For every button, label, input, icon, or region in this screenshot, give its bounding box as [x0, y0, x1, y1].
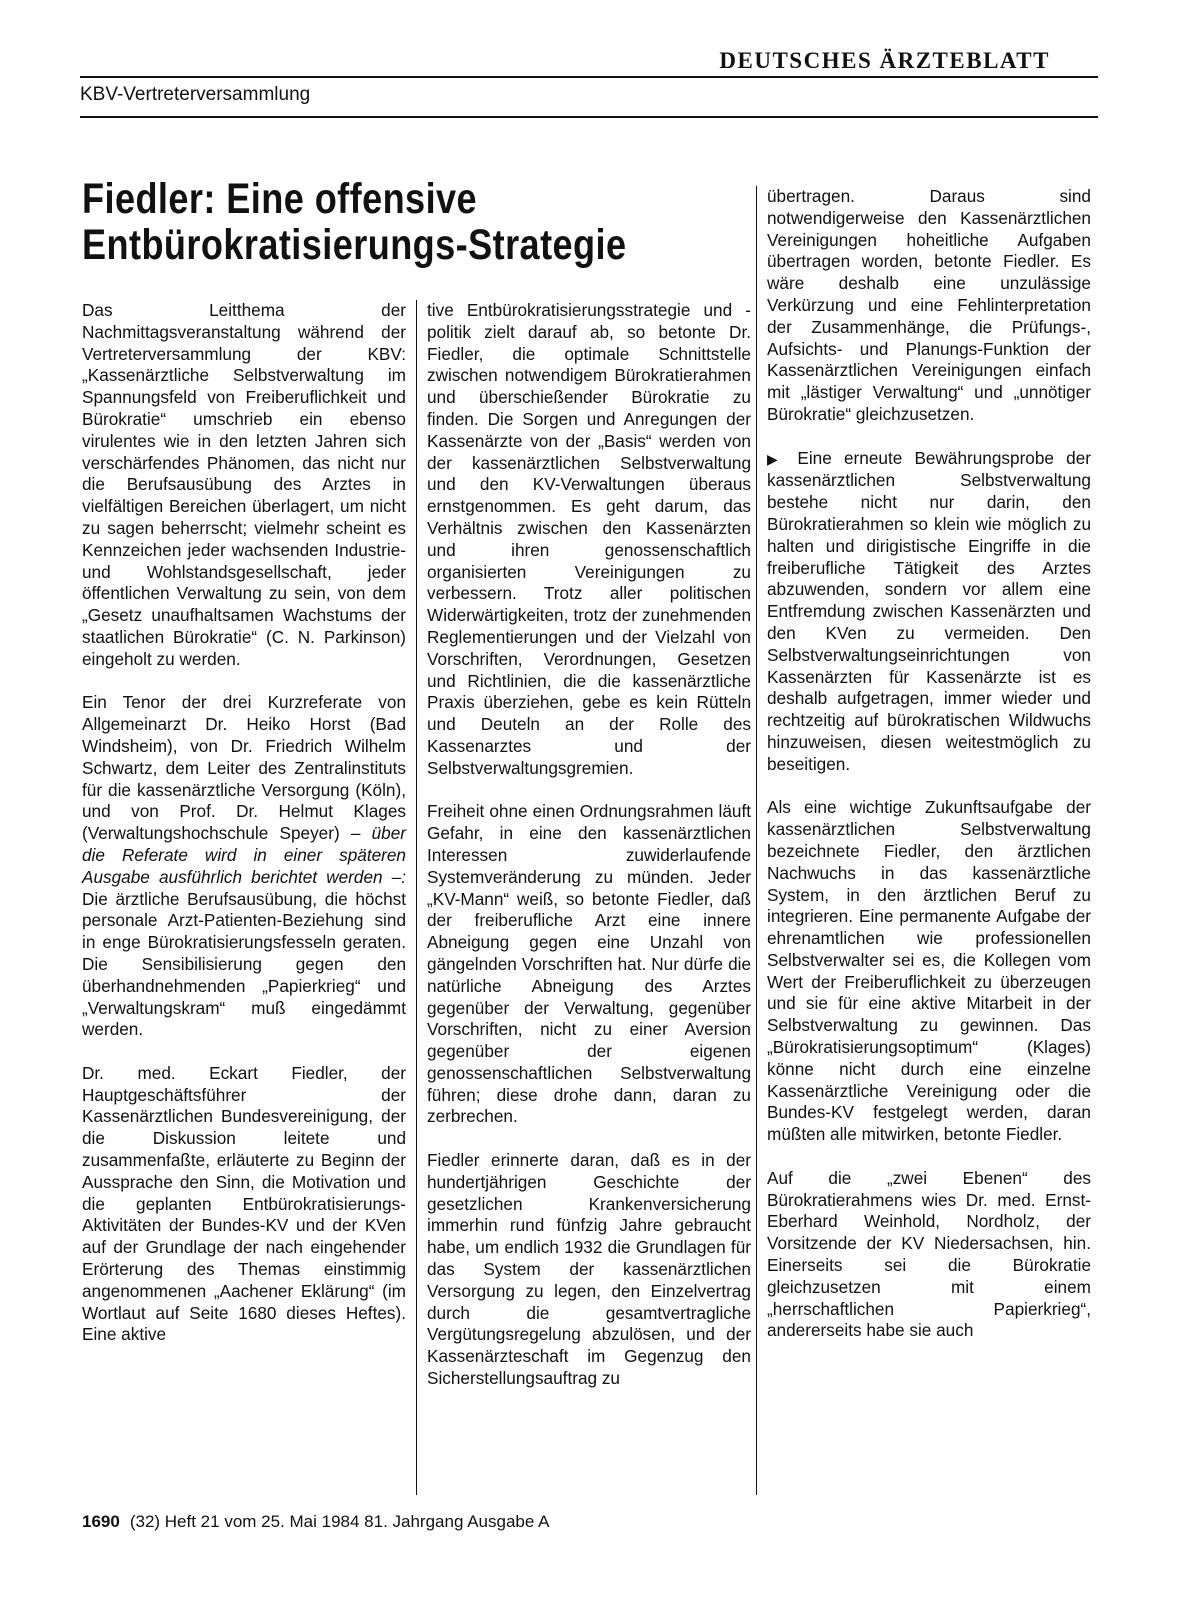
paragraph: Als eine wichtige Zukunftsaufgabe der kassenärztlichen Selbstverwaltung bezeichnete Fiedler, den ärztlichen Nachwuchs in das kassenärztliche System, in den ärztlichen Beruf zu integrieren. Eine permanente Aufgabe der ehrenamtlichen wie professionellen Selbstverwalter sei es, die Kollegen vom Wert der Freiberuflichkeit zu überzeugen und sie für eine aktive Mitarbeit in der Selbstverwaltung zu gewinnen. Das „Bürokratisierungsoptimum“ (Klages) könne nicht durch eine einzelne Kassenärztliche Vereinigung oder die Bundes-KV festgelegt werden, daran müßten alle mitwirken, betonte Fiedler.	[767, 797, 1091, 1145]
paragraph: ▶ Eine erneute Bewährungsprobe der kassenärztlichen Selbstverwaltung bestehe nicht nur darin, den Bürokratierahmen so klein wie möglich zu halten und dirigistische Eingriffe in die freiberufliche Tätigkeit des Arztes abzuwenden, sondern vor allem eine Entfremdung zwischen Kassenärzten und den KVen zu vermeiden. Den Selbstverwaltungseinrichtungen von Kassenärzten für Kassenärzte ist es deshalb aufgetragen, immer wieder und rechtzeitig auf bürokratischen Wildwuchs hinzuweisen, diesen weitestmöglich zu beseitigen.	[767, 447, 1091, 774]
headline-line-2: Entbürokratisierungs-Strategie	[82, 221, 627, 269]
paragraph: Das Leitthema der Nachmittagsveranstaltung während der Vertreterversammlung der KBV: „Kassenärztliche Selbstverwaltung im Spannungsfeld von Freiberuflichkeit und Bürokratie“ umschrieb ein ebenso virulentes wie in den letzten Jahren sich verschärfendes Phänomen, das nicht nur die Berufsausübung des Arztes in vielfältigen Bereichen überlagert, um nicht zu sagen beherrscht; vielmehr scheint es Kennzeichen jeder wachsenden Industrie- und Wohlstandsgesellschaft, jeder öffentlichen Verwaltung zu sein, von dem „Gesetz unaufhaltsamen Wachstums der staatlichen Bürokratie“ (C. N. Parkinson) eingeholt zu werden.	[82, 300, 406, 669]
headline-line-1: Fiedler: Eine offensive	[82, 175, 478, 223]
paragraph: Fiedler erinnerte daran, daß es in der hundertjährigen Geschichte der gesetzlichen Krankenversicherung immerhin rund fünfzig Jahre gebraucht habe, um endlich 1932 die Grundlagen für das System der kassenärztlichen Versorgung zu legen, den Einzelvertrag durch die gesamtvertragliche Vergütungsregelung abzulösen, und der Kassenärzteschaft im Gegenzug den Sicherstellungsauftrag zu	[427, 1150, 751, 1389]
article-column-1	[82, 300, 406, 1346]
article-column-3	[767, 186, 1091, 1342]
masthead	[80, 48, 1098, 78]
triangle-bullet-icon: ▶	[767, 450, 786, 467]
article-headline	[82, 176, 636, 268]
paragraph: Freiheit ohne einen Ordnungsrahmen läuft Gefahr, in eine den kassenärztlichen Interessen zuwiderlaufende Systemveränderung zu münden. Jeder „KV-Mann“ weiß, so betonte Fiedler, daß der freiberufliche Arzt eine innere Abneigung gegen eine Unzahl von gängelnden Vorschriften hat. Nur dürfe die natürliche Abneigung des Arztes gegenüber der Verwaltung, gegenüber Vorschriften, nicht zu einer Aversion gegenüber der eigenen genossenschaftlichen Selbstverwaltung führen; diese drohe dann, daran zu zerbrechen.	[427, 801, 751, 1127]
paragraph: Ein Tenor der drei Kurzreferate von Allgemeinarzt Dr. Heiko Horst (Bad Windsheim), von Dr. Friedrich Wilhelm Schwartz, dem Leiter des Zentralinstituts für die kassenärztliche Versorgung (Köln), und von Prof. Dr. Helmut Klages (Verwaltungshochschule Speyer) – über die Referate wird in einer späteren Ausgabe ausführlich berichtet werden –: Die ärztliche Berufsausübung, die höchst personale Arzt-Patienten-Beziehung sind in enge Bürokratisierungsfesseln geraten. Die Sensibilisierung gegen den überhandnehmenden „Papierkrieg“ und „Verwaltungskram“ muß eingedämmt werden.	[82, 692, 406, 1040]
page-number: 1690	[82, 1512, 120, 1531]
paragraph: Dr. med. Eckart Fiedler, der Hauptgeschäftsführer der Kassenärztlichen Bundesvereinigung, der die Diskussion leitete und zusammenfaßte, erläuterte zu Beginn der Aussprache den Sinn, die Motivation und die geplanten Entbürokratisierungs-Aktivitäten der Bundes-KV und der KVen auf der Grundlage der nach eingehender Erörterung des Themas einstimmig angenommenen „Aachener Eklärung“ (im Wortlaut auf Seite 1680 dieses Heftes). Eine aktive	[82, 1062, 406, 1345]
paragraph: übertragen. Daraus sind notwendigerweise den Kassenärztlichen Vereinigungen hoheitliche Aufgaben übertragen worden, betonte Fiedler. Es wäre deshalb eine unzulässige Verkürzung und eine Fehlinterpretation der Zusammenhänge, die Prüfungs-, Aufsichts- und Planungs-Funktion der Kassenärztlichen Vereinigungen einfach mit „lästiger Verwaltung“ und „unnötiger Bürokratie“ gleichzusetzen.	[767, 186, 1091, 424]
page-footer	[82, 1512, 549, 1532]
issue-info: (32) Heft 21 vom 25. Mai 1984 81. Jahrgang Ausgabe A	[129, 1512, 550, 1531]
paragraph: Auf die „zwei Ebenen“ des Bürokratierahmens wies Dr. med. Ernst-Eberhard Weinhold, Nordholz, der Vorsitzende der KV Niedersachsen, hin. Einerseits sei die Bürokratie gleichzusetzen mit einem „herrschaftlichen Papierkrieg“, andererseits habe sie auch	[767, 1167, 1091, 1341]
column-divider-1	[416, 300, 417, 1495]
journal-title: DEUTSCHES ÄRZTEBLATT	[719, 48, 1050, 73]
section-label: KBV-Vertreterversammlung	[80, 84, 1098, 118]
article-column-2	[427, 300, 751, 1390]
paragraph: tive Entbürokratisierungsstrategie und -politik zielt darauf ab, so betonte Dr. Fiedler, die optimale Schnittstelle zwischen notwendigem Bürokratierahmen und überschießender Bürokratie zu finden. Die Sorgen und Anregungen der Kassenärzte von der „Basis“ werden von der kassenärztlichen Selbstverwaltung und den KV-Verwaltungen überaus ernstgenommen. Es geht darum, das Verhältnis zwischen den Kassenärzten und ihren genossenschaftlich organisierten Vereinigungen zu verbessern. Trotz aller politischen Widerwärtigkeiten, trotz der zunehmenden Reglementierungen und der Vielzahl von Vorschriften, Verordnungen, Gesetzen und Richtlinien, die die kassenärztliche Praxis überziehen, gebe es kein Rütteln und Deuteln an der Rolle des Kassenarztes und der Selbstverwaltungsgremien.	[427, 300, 751, 778]
column-divider-2	[756, 186, 757, 1495]
editorial-note: über die Referate wird in einer späteren Ausgabe ausführlich berichtet werden –:	[82, 823, 406, 887]
